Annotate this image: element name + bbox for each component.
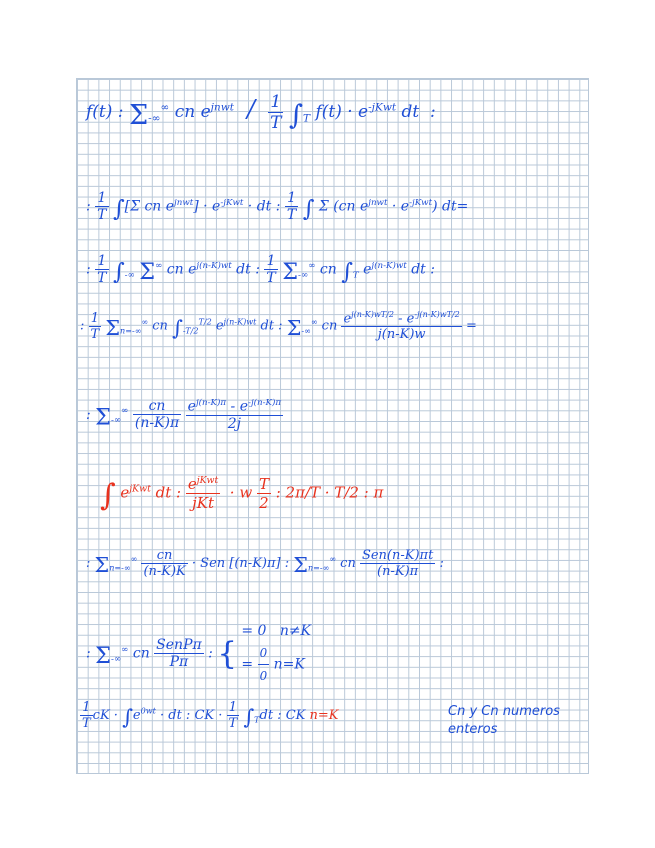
side-note-line2: enteros [448, 722, 498, 737]
line-2: : $\frac{1}{T}$ ∫[Σ cn $e^{jnwt}] \cdot e^{-jKwt}$ · dt : $\frac{1}{T}$ ∫ Σ (cn $e^{jnwt} \cdot e^{-jKwt}$) dt= [86, 190, 469, 223]
line-8: : $\Sigma_{-\infty}^\infty$ cn $\frac{\text{SenPπ}}{P\pi}$ : { = 0 n≠K = $\frac{0}{0}$ n=K [86, 623, 312, 683]
side-note-line1: Cn y Cn numeros [448, 704, 560, 719]
line-7: : $\Sigma_{n=-\infty}^\infty$ $\frac{cn}{(n-K)K}$ · Sen [(n-K)π] : $\Sigma_{n=-\infty}^\infty$ cn $\frac{\text{Sen(n-K)πt}}{(n-K)\pi}$ : [86, 548, 444, 579]
fourier-series-definition: f(t) : $\Sigma_{-\infty}^\infty$ cn $e^{jnwt}$ / $\frac{1}{T}$ $\int_T$ $f(t) \cdot e^{-jKwt}$ dt : [86, 92, 436, 133]
line-3: : $\frac{1}{T}$ $\int_{-\infty}$ Σ∞ cn $e^{j(n-K)wt}$ dt : $\frac{1}{T}$ $\Sigma_{-\infty}^\infty$ cn $\int_T$ $e^{j(n-K)wt}$ dt : [86, 253, 435, 286]
line-9: $\frac{1}{T}$ cK · $\int e^{0wt}$ · dt : CK · $\frac{1}{T}$ $\int_Tdt$ : CK n=K [82, 700, 339, 731]
side-note [448, 703, 560, 739]
line-4: : $\frac{1}{T}$ $\Sigma_{n=-\infty}^\infty$ cn $\int_{-T/2}^{T/2}$ $e^{j(n-K)wt}$ dt : $\Sigma_{-\infty}^\infty$ cn $\frac{e^{j(n-K)wT/2} - e^{-j(n-K)wT/2}}{j(n-K)w}$ = [80, 310, 477, 343]
integral-note-red: ∫ $e^{jKwt}$ dt : $\frac{e^{jKwt}}{\text{jKt}}$ · w $\frac{T}{2}$ : 2π/T · T/2 : π [100, 475, 384, 513]
condition-red: n=K [309, 708, 339, 723]
line-5: : $\Sigma_{-\infty}^\infty$ $\frac{cn}{(n-K)\pi}$ $\frac{e^{j(n-K)\pi} - e^{-j(n-K)\pi}}{2j}$ [86, 398, 282, 432]
